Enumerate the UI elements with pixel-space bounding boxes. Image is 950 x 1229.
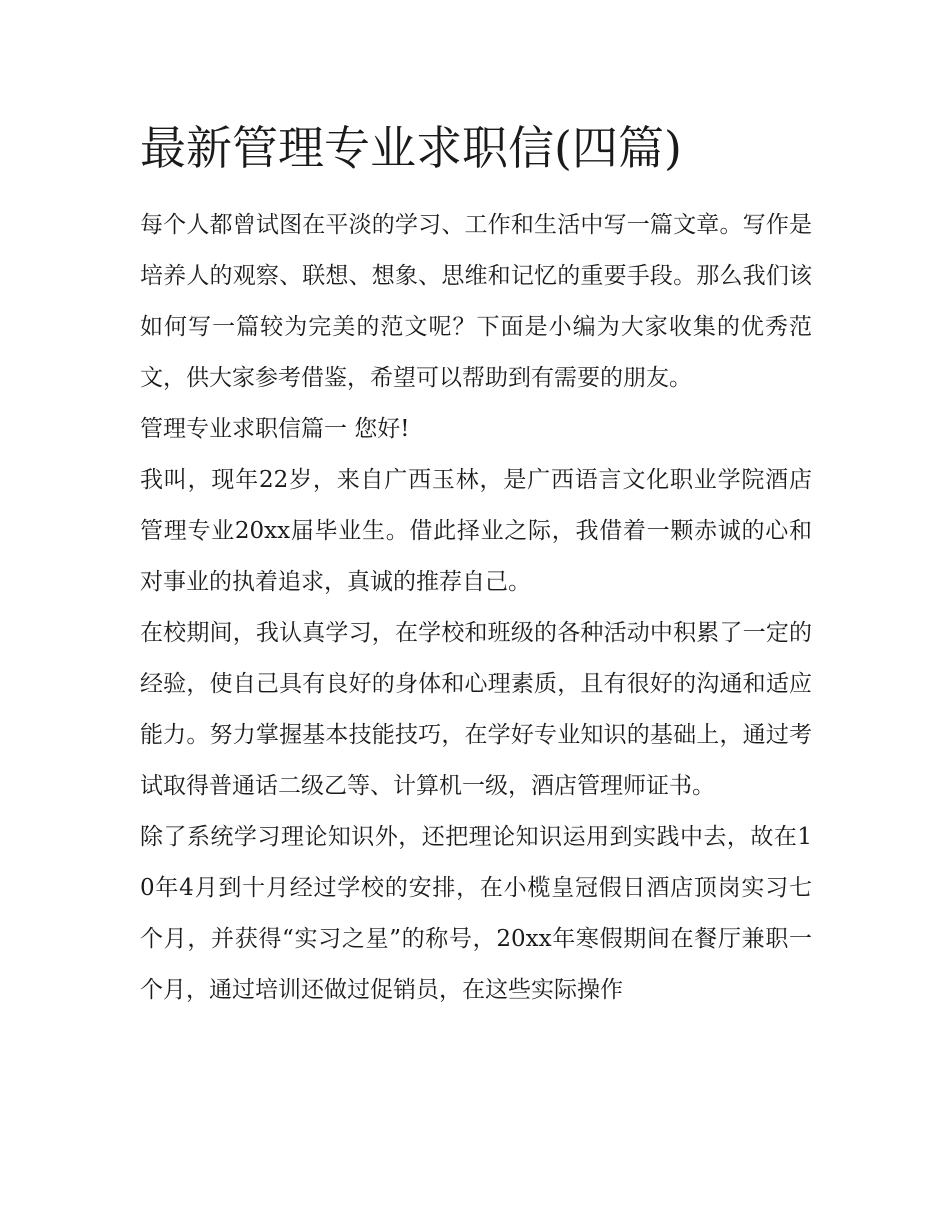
intro-paragraph: 每个人都曾试图在平淡的学习、工作和生活中写一篇文章。写作是培养人的观察、联想、想象、思维和记忆的重要手段。那么我们该如何写一篇较为完美的范文呢？下面是小编为大家收集的优秀范文，供大家参考借鉴，希望可以帮助到有需要的朋友。 bbox=[140, 212, 812, 391]
document-title: 最新管理专业求职信(四篇) bbox=[140, 121, 682, 175]
school-experience-paragraph: 在校期间，我认真学习，在学校和班级的各种活动中积累了一定的经验，使自己具有良好的身体和心理素质，且有很好的沟通和适应能力。努力掌握基本技能技巧，在学好专业知识的基础上，通过考试取得普通话二级乙等、计算机一级，酒店管理师证书。 bbox=[140, 620, 812, 799]
document-body bbox=[140, 200, 812, 1016]
section-heading-paragraph: 管理专业求职信篇一 您好! bbox=[140, 416, 410, 442]
self-introduction-paragraph: 我叫，现年22岁，来自广西玉林，是广西语言文化职业学院酒店管理专业20xx届毕业生。借此择业之际，我借着一颗赤诚的心和对事业的执着追求，真诚的推荐自己。 bbox=[140, 467, 812, 595]
practice-experience-paragraph: 除了系统学习理论知识外，还把理论知识运用到实践中去，故在10年4月到十月经过学校的安排，在小榄皇冠假日酒店顶岗实习七个月，并获得“实习之星”的称号，20xx年寒假期间在餐厅兼职一个月，通过培训还做过促销员，在这些实际操作 bbox=[140, 824, 812, 1003]
